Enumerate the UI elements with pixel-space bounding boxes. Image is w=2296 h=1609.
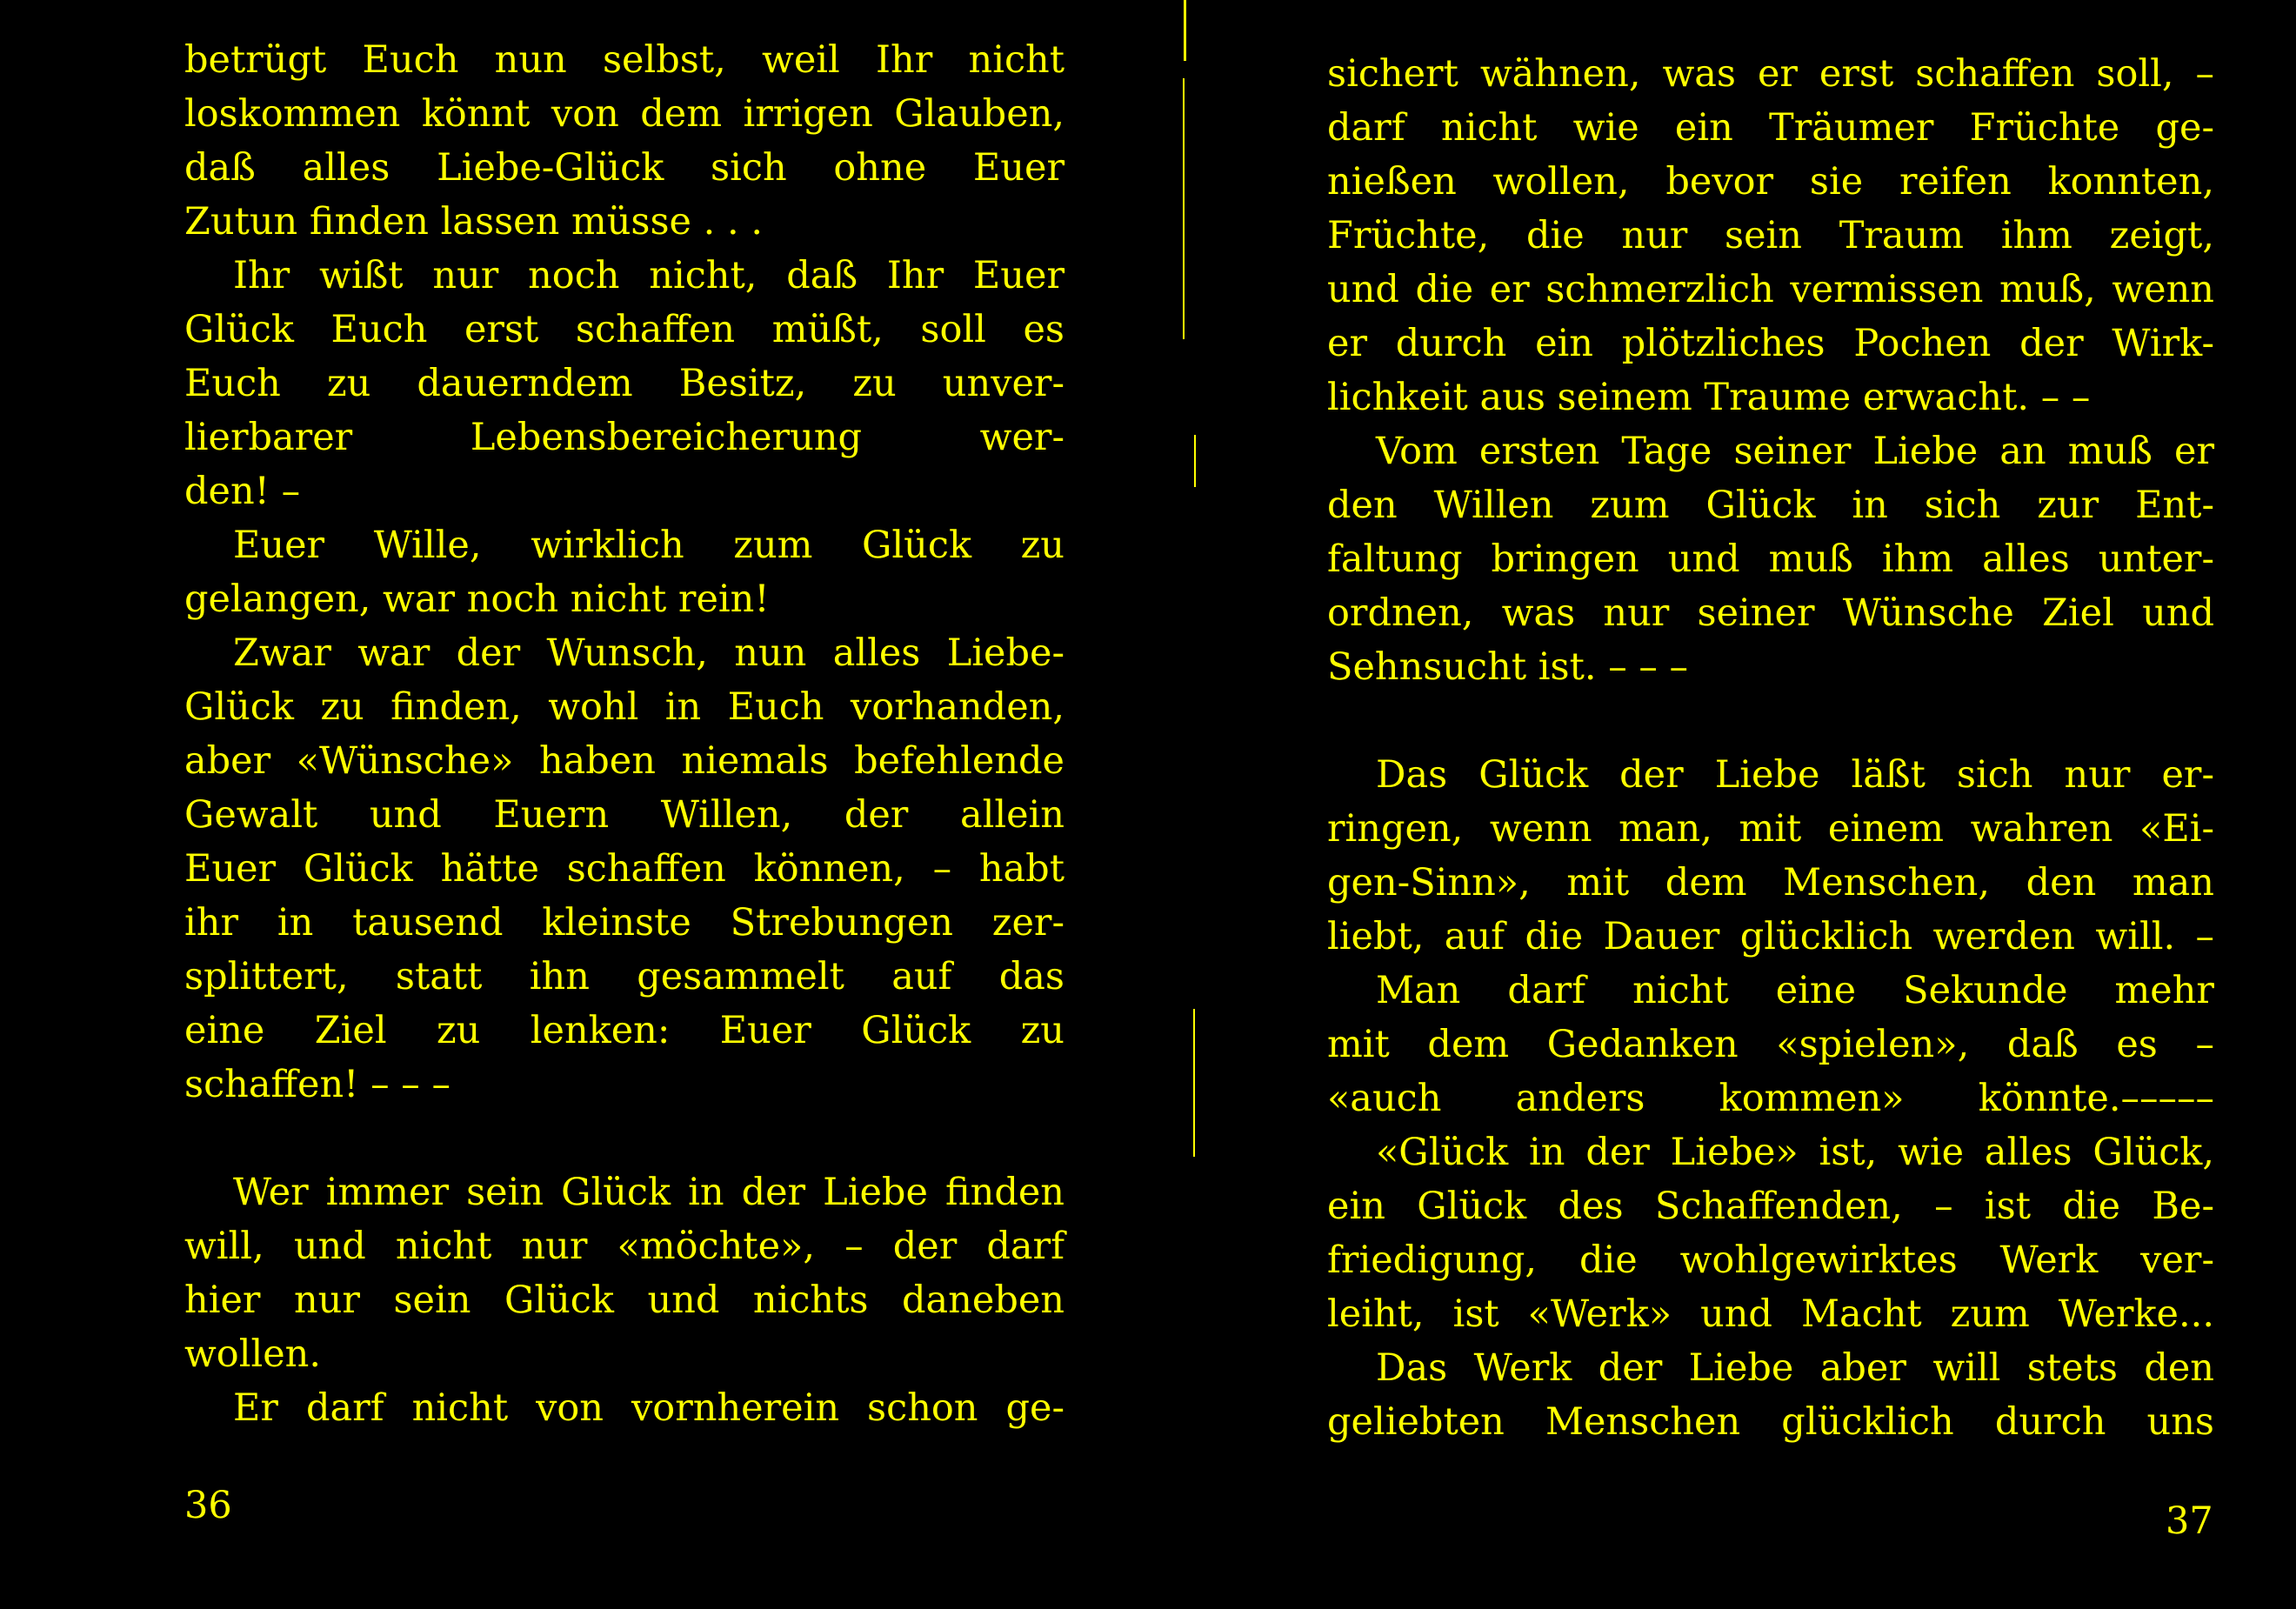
text-line: mit dem Gedanken «spielen», daß es – — [1327, 1023, 2214, 1066]
paragraph-gap — [184, 1112, 1065, 1165]
text-line: ein Glück des Schaffenden, – ist die Be- — [1327, 1185, 2214, 1228]
text-line: den Willen zum Glück in sich zur Ent- — [1327, 484, 2214, 527]
text-line: leiht, ist «Werk» und Macht zum Werke... — [1327, 1292, 2214, 1336]
text-line: Früchte, die nur sein Traum ihm zeigt, — [1327, 214, 2214, 257]
text-line: splittert, statt ihn gesammelt auf das — [184, 955, 1065, 998]
text-line: Euch zu dauerndem Besitz, zu unver- — [184, 362, 1065, 405]
text-line: betrügt Euch nun selbst, weil Ihr nicht — [184, 38, 1065, 82]
text-line: sichert wähnen, was er erst schaffen soll, – — [1327, 52, 2214, 96]
text-line: Euer Wille, wirklich zum Glück zu — [233, 524, 1065, 567]
text-line: «Glück in der Liebe» ist, wie alles Glück, — [1376, 1131, 2214, 1174]
text-line: schaffen! – – – — [184, 1063, 451, 1106]
text-line: faltung bringen und muß ihm alles unter- — [1327, 537, 2214, 581]
text-line: Ihr wißt nur noch nicht, daß Ihr Euer — [233, 254, 1065, 297]
text-line: liebt, auf die Dauer glücklich werden will. – — [1327, 915, 2214, 958]
page-number-left: 36 — [184, 1484, 232, 1527]
text-line: Wer immer sein Glück in der Liebe finden — [233, 1171, 1065, 1214]
text-line: Das Glück der Liebe läßt sich nur er- — [1376, 753, 2214, 797]
text-line: lichkeit aus seinem Traume erwacht. – – — [1327, 376, 2091, 419]
text-line: «auch anders kommen» könnte.––––– — [1327, 1077, 2214, 1120]
right-page — [1165, 0, 2296, 1609]
page-number-right: 37 — [2166, 1499, 2213, 1543]
text-line: eine Ziel zu lenken: Euer Glück zu — [184, 1009, 1065, 1052]
right-page-text — [1327, 47, 2214, 1449]
text-line: den! – — [184, 470, 301, 513]
text-line: loskommen könnt von dem irrigen Glauben, — [184, 92, 1065, 136]
text-line: Gewalt und Euern Willen, der allein — [184, 793, 1065, 837]
text-line: Sehnsucht ist. – – – — [1327, 645, 1689, 689]
text-line: lierbarer Lebensbereicherung wer- — [184, 416, 1065, 459]
text-line: daß alles Liebe-Glück sich ohne Euer — [184, 146, 1065, 190]
text-line: Zutun finden lassen müsse . . . — [184, 200, 764, 244]
text-line: Er darf nicht von vornherein schon ge- — [233, 1386, 1065, 1430]
text-line: friedigung, die wohlgewirktes Werk ver- — [1327, 1238, 2214, 1282]
text-line: darf nicht wie ein Träumer Früchte ge- — [1327, 106, 2214, 150]
paragraph-gap — [1327, 694, 2214, 748]
text-line: und die er schmerzlich vermissen muß, wenn — [1327, 268, 2214, 311]
text-line: gelangen, war noch nicht rein! — [184, 578, 770, 621]
text-line: Glück Euch erst schaffen müßt, soll es — [184, 308, 1065, 351]
text-line: Zwar war der Wunsch, nun alles Liebe- — [233, 631, 1065, 675]
text-line: er durch ein plötzliches Pochen der Wirk- — [1327, 322, 2214, 365]
text-line: ordnen, was nur seiner Wünsche Ziel und — [1327, 591, 2214, 635]
text-line: Vom ersten Tage seiner Liebe an muß er — [1376, 430, 2214, 473]
text-line: nießen wollen, bevor sie reifen konnten, — [1327, 160, 2214, 204]
text-line: will, und nicht nur «möchte», – der darf — [184, 1225, 1065, 1268]
text-line: wollen. — [184, 1332, 322, 1376]
text-line: Das Werk der Liebe aber will stets den — [1376, 1346, 2214, 1390]
text-line: geliebten Menschen glücklich durch uns — [1327, 1400, 2214, 1444]
text-line: hier nur sein Glück und nichts daneben — [184, 1279, 1065, 1322]
text-line: gen-Sinn», mit dem Menschen, den man — [1327, 861, 2214, 905]
text-line: aber «Wünsche» haben niemals befehlende — [184, 739, 1065, 783]
text-line: Man darf nicht eine Sekunde mehr — [1376, 969, 2214, 1012]
text-line: Euer Glück hätte schaffen können, – habt — [184, 847, 1065, 891]
text-line: Glück zu finden, wohl in Euch vorhanden, — [184, 685, 1065, 729]
text-line: ringen, wenn man, mit einem wahren «Ei- — [1327, 807, 2214, 851]
text-line: ihr in tausend kleinste Strebungen zer- — [184, 901, 1065, 945]
left-page-text — [184, 33, 1065, 1435]
